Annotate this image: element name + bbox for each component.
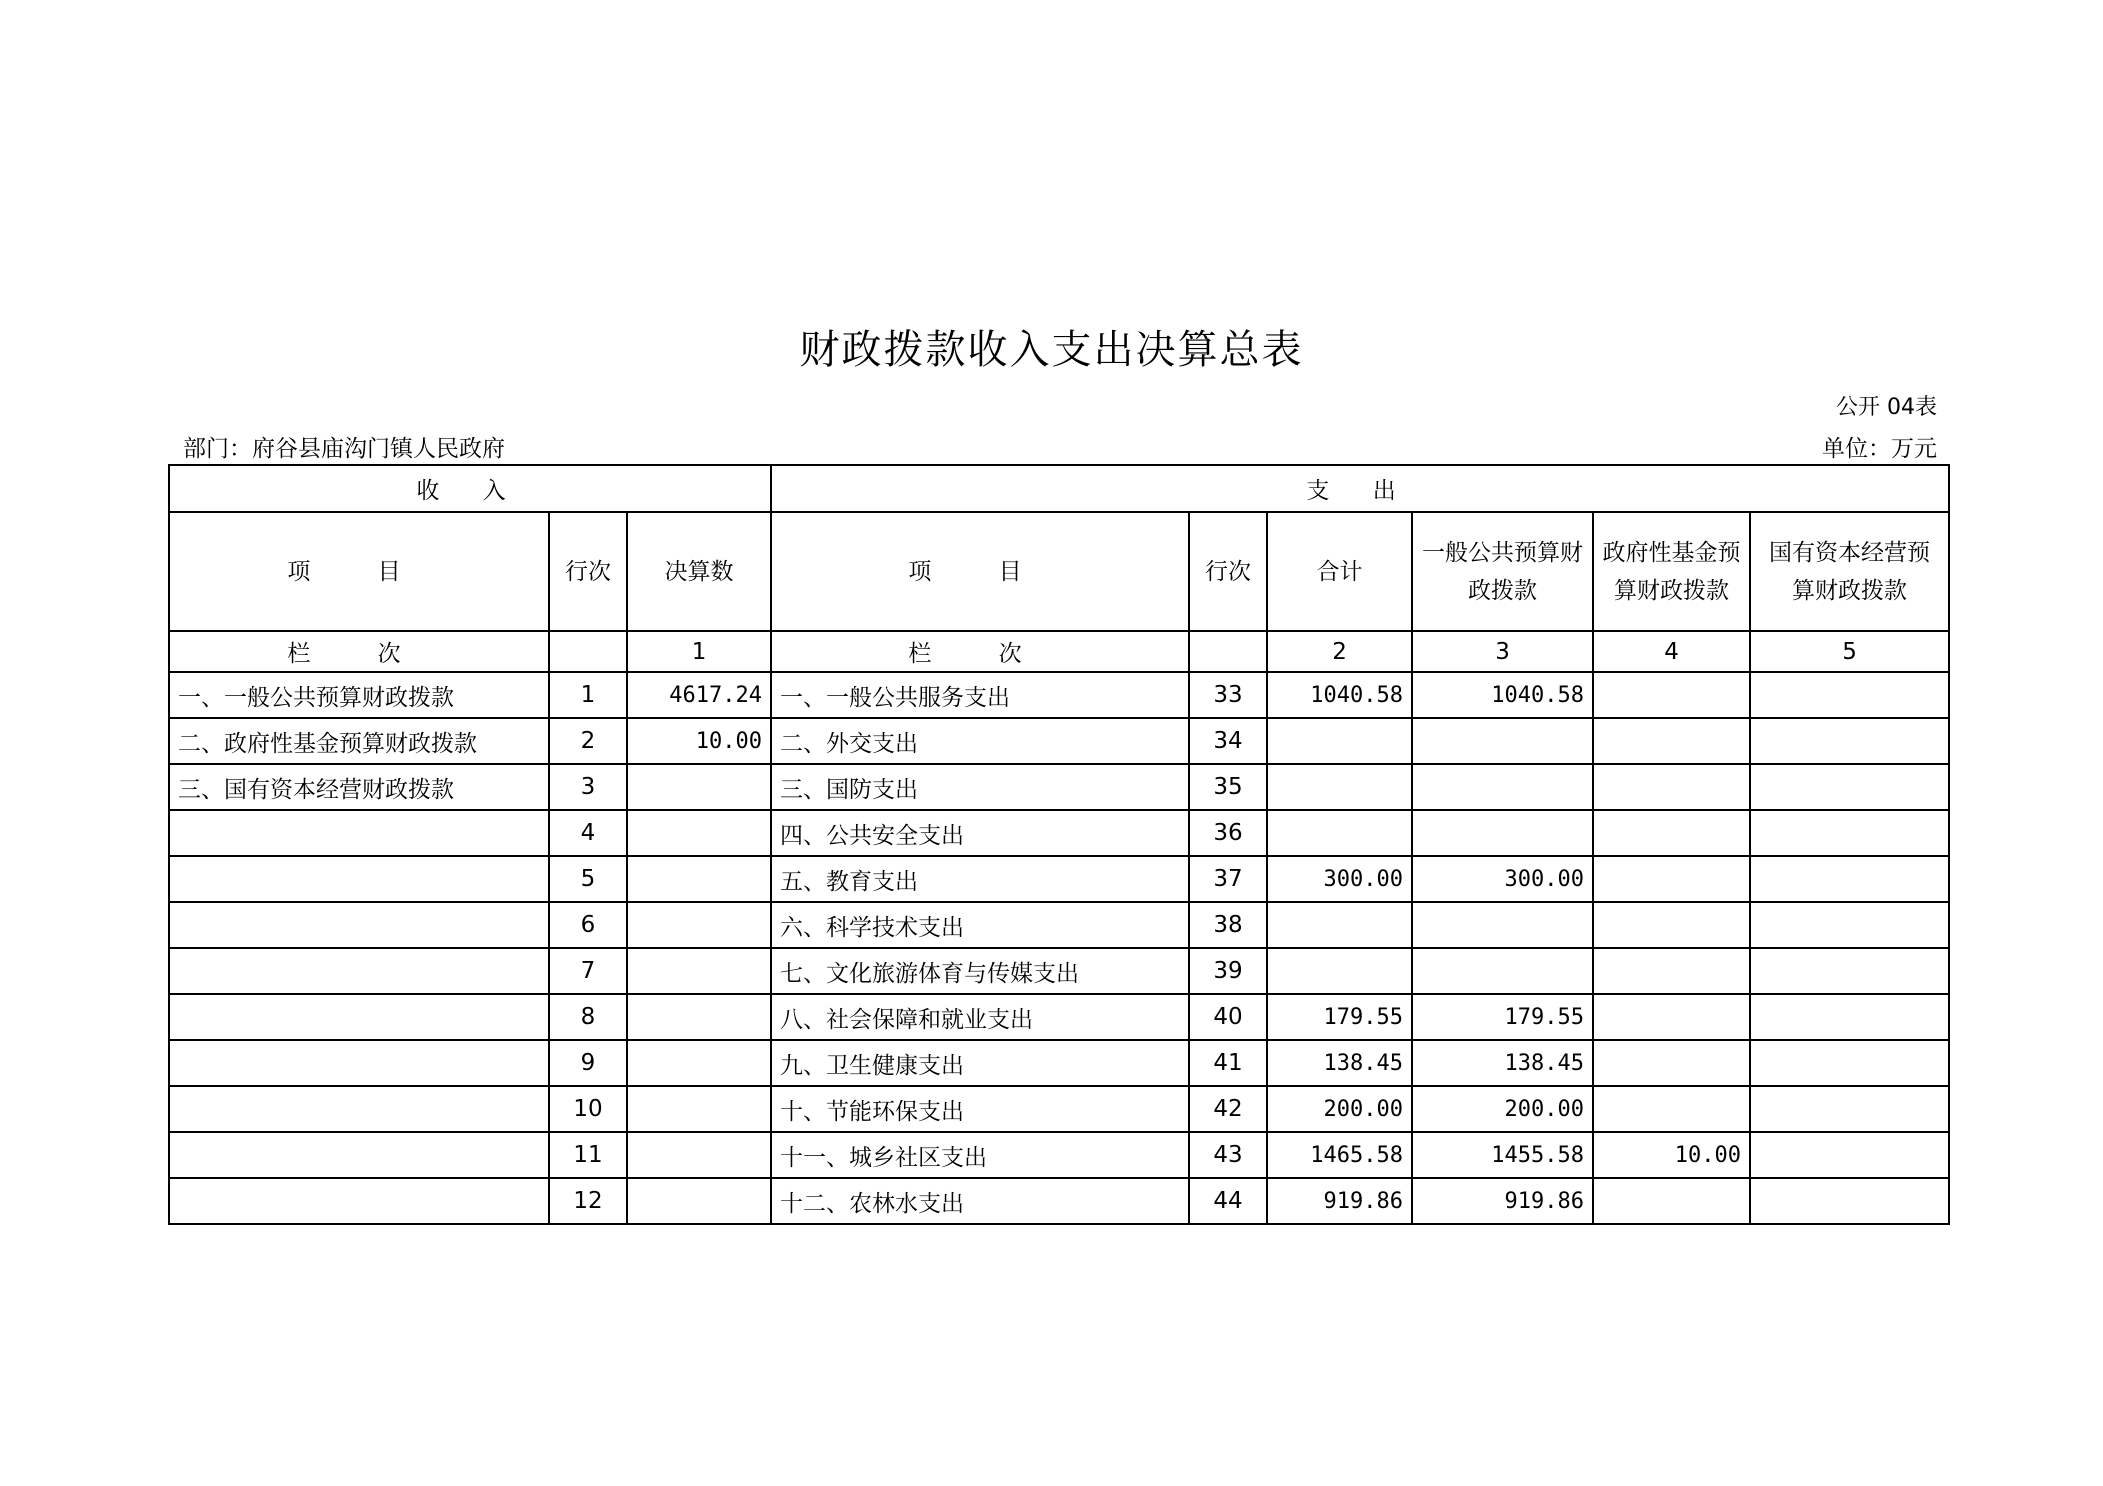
gov-fund-cell <box>1593 948 1750 994</box>
income-amount-cell <box>627 994 771 1040</box>
state-capital-cell <box>1750 1040 1949 1086</box>
total-cell: 300.00 <box>1267 856 1412 902</box>
column-number-4: 4 <box>1593 631 1750 672</box>
income-amount-cell <box>627 1040 771 1086</box>
column-number-2: 2 <box>1267 631 1412 672</box>
general-budget-cell <box>1412 902 1593 948</box>
gov-fund-cell <box>1593 1086 1750 1132</box>
expense-item-cell: 十一、城乡社区支出 <box>771 1132 1189 1178</box>
income-amount-cell <box>627 856 771 902</box>
expense-item-cell: 六、科学技术支出 <box>771 902 1189 948</box>
general-budget-cell: 300.00 <box>1412 856 1593 902</box>
state-capital-cell <box>1750 672 1949 718</box>
general-budget-cell <box>1412 810 1593 856</box>
expense-line-no-cell: 33 <box>1189 672 1267 718</box>
column-header-row <box>169 512 1949 631</box>
income-line-no-cell: 10 <box>549 1086 627 1132</box>
income-item-cell <box>169 902 549 948</box>
income-line-no-cell: 8 <box>549 994 627 1040</box>
expense-line-no-cell: 34 <box>1189 718 1267 764</box>
income-line-no-cell: 4 <box>549 810 627 856</box>
income-item-cell <box>169 948 549 994</box>
column-number-empty <box>549 631 627 672</box>
gov-fund-cell <box>1593 1178 1750 1224</box>
table-row <box>169 948 1949 994</box>
expense-item-cell: 四、公共安全支出 <box>771 810 1189 856</box>
general-budget-cell: 919.86 <box>1412 1178 1593 1224</box>
column-label-expense: 栏 次 <box>771 631 1189 672</box>
column-number-3: 3 <box>1412 631 1593 672</box>
income-line-no-cell: 6 <box>549 902 627 948</box>
income-item-cell <box>169 1178 549 1224</box>
state-capital-cell <box>1750 1086 1949 1132</box>
income-item-cell <box>169 1040 549 1086</box>
table-row <box>169 994 1949 1040</box>
state-capital-cell <box>1750 718 1949 764</box>
state-capital-cell <box>1750 764 1949 810</box>
total-cell: 1465.58 <box>1267 1132 1412 1178</box>
gov-fund-cell <box>1593 810 1750 856</box>
state-capital-cell <box>1750 948 1949 994</box>
column-number-5: 5 <box>1750 631 1949 672</box>
total-cell: 179.55 <box>1267 994 1412 1040</box>
expense-line-no-cell: 35 <box>1189 764 1267 810</box>
total-cell: 919.86 <box>1267 1178 1412 1224</box>
general-budget-cell: 1455.58 <box>1412 1132 1593 1178</box>
general-budget-cell <box>1412 948 1593 994</box>
income-line-no-cell: 1 <box>549 672 627 718</box>
section-header-row <box>169 465 1949 512</box>
expense-line-no-header: 行次 <box>1189 512 1267 631</box>
gov-fund-cell <box>1593 856 1750 902</box>
income-item-cell: 一、一般公共预算财政拨款 <box>169 672 549 718</box>
income-section-header: 收 入 <box>169 465 771 512</box>
expense-line-no-cell: 40 <box>1189 994 1267 1040</box>
page-title: 财政拨款收入支出决算总表 <box>799 327 1304 373</box>
income-amount-cell: 10.00 <box>627 718 771 764</box>
appropriation-summary-table <box>168 464 1950 1225</box>
income-line-no-cell: 3 <box>549 764 627 810</box>
table-row <box>169 810 1949 856</box>
total-cell <box>1267 948 1412 994</box>
column-number-1: 1 <box>627 631 771 672</box>
income-line-no-cell: 2 <box>549 718 627 764</box>
total-cell: 1040.58 <box>1267 672 1412 718</box>
income-amount-cell <box>627 810 771 856</box>
expense-item-cell: 一、一般公共服务支出 <box>771 672 1189 718</box>
gov-fund-cell <box>1593 994 1750 1040</box>
table-row <box>169 1178 1949 1224</box>
state-capital-header: 国有资本经营预算财政拨款 <box>1750 512 1949 631</box>
general-budget-cell: 138.45 <box>1412 1040 1593 1086</box>
income-item-cell <box>169 810 549 856</box>
total-cell: 138.45 <box>1267 1040 1412 1086</box>
income-item-cell: 二、政府性基金预算财政拨款 <box>169 718 549 764</box>
income-amount-cell <box>627 1086 771 1132</box>
column-number-row <box>169 631 1949 672</box>
general-budget-cell <box>1412 764 1593 810</box>
state-capital-cell <box>1750 810 1949 856</box>
expense-item-cell: 二、外交支出 <box>771 718 1189 764</box>
table-row <box>169 764 1949 810</box>
table-row <box>169 856 1949 902</box>
income-amount-cell <box>627 902 771 948</box>
gov-fund-cell <box>1593 1040 1750 1086</box>
state-capital-cell <box>1750 994 1949 1040</box>
expense-line-no-cell: 42 <box>1189 1086 1267 1132</box>
income-line-no-cell: 7 <box>549 948 627 994</box>
expense-line-no-cell: 39 <box>1189 948 1267 994</box>
general-budget-header: 一般公共预算财政拨款 <box>1412 512 1593 631</box>
income-item-cell <box>169 1132 549 1178</box>
expense-line-no-cell: 38 <box>1189 902 1267 948</box>
column-number-empty <box>1189 631 1267 672</box>
general-budget-cell: 200.00 <box>1412 1086 1593 1132</box>
income-amount-cell <box>627 1178 771 1224</box>
income-line-no-cell: 5 <box>549 856 627 902</box>
expense-line-no-cell: 43 <box>1189 1132 1267 1178</box>
general-budget-cell: 1040.58 <box>1412 672 1593 718</box>
table-row <box>169 672 1949 718</box>
unit-label: 单位：万元 <box>1822 436 1937 462</box>
table-row <box>169 1040 1949 1086</box>
gov-fund-cell <box>1593 764 1750 810</box>
income-line-no-cell: 9 <box>549 1040 627 1086</box>
income-amount-cell <box>627 1132 771 1178</box>
state-capital-cell <box>1750 1178 1949 1224</box>
income-item-cell <box>169 856 549 902</box>
gov-fund-cell <box>1593 902 1750 948</box>
general-budget-cell <box>1412 718 1593 764</box>
total-header: 合计 <box>1267 512 1412 631</box>
gov-fund-cell <box>1593 718 1750 764</box>
income-item-cell <box>169 1086 549 1132</box>
expense-item-cell: 五、教育支出 <box>771 856 1189 902</box>
form-number: 公开 04表 <box>1836 395 1937 420</box>
expense-item-cell: 十二、农林水支出 <box>771 1178 1189 1224</box>
income-line-no-header: 行次 <box>549 512 627 631</box>
gov-fund-cell: 10.00 <box>1593 1132 1750 1178</box>
income-amount-cell <box>627 948 771 994</box>
table-row <box>169 1132 1949 1178</box>
gov-fund-header: 政府性基金预算财政拨款 <box>1593 512 1750 631</box>
column-label-income: 栏 次 <box>169 631 549 672</box>
expense-item-cell: 七、文化旅游体育与传媒支出 <box>771 948 1189 994</box>
expense-line-no-cell: 37 <box>1189 856 1267 902</box>
income-item-cell: 三、国有资本经营财政拨款 <box>169 764 549 810</box>
income-amount-cell: 4617.24 <box>627 672 771 718</box>
total-cell <box>1267 718 1412 764</box>
expense-line-no-cell: 41 <box>1189 1040 1267 1086</box>
expense-item-header: 项 目 <box>771 512 1189 631</box>
expense-item-cell: 三、国防支出 <box>771 764 1189 810</box>
income-item-cell <box>169 994 549 1040</box>
total-cell <box>1267 764 1412 810</box>
expense-item-cell: 九、卫生健康支出 <box>771 1040 1189 1086</box>
state-capital-cell <box>1750 856 1949 902</box>
expense-item-cell: 八、社会保障和就业支出 <box>771 994 1189 1040</box>
final-amount-header: 决算数 <box>627 512 771 631</box>
expense-item-cell: 十、节能环保支出 <box>771 1086 1189 1132</box>
total-cell: 200.00 <box>1267 1086 1412 1132</box>
income-item-header: 项 目 <box>169 512 549 631</box>
expense-line-no-cell: 44 <box>1189 1178 1267 1224</box>
state-capital-cell <box>1750 1132 1949 1178</box>
general-budget-cell: 179.55 <box>1412 994 1593 1040</box>
department-label: 部门：府谷县庙沟门镇人民政府 <box>183 436 505 462</box>
state-capital-cell <box>1750 902 1949 948</box>
table-row <box>169 1086 1949 1132</box>
income-line-no-cell: 12 <box>549 1178 627 1224</box>
income-line-no-cell: 11 <box>549 1132 627 1178</box>
total-cell <box>1267 902 1412 948</box>
expense-section-header: 支 出 <box>771 465 1949 512</box>
total-cell <box>1267 810 1412 856</box>
table-row <box>169 902 1949 948</box>
table-row <box>169 718 1949 764</box>
expense-line-no-cell: 36 <box>1189 810 1267 856</box>
income-amount-cell <box>627 764 771 810</box>
gov-fund-cell <box>1593 672 1750 718</box>
